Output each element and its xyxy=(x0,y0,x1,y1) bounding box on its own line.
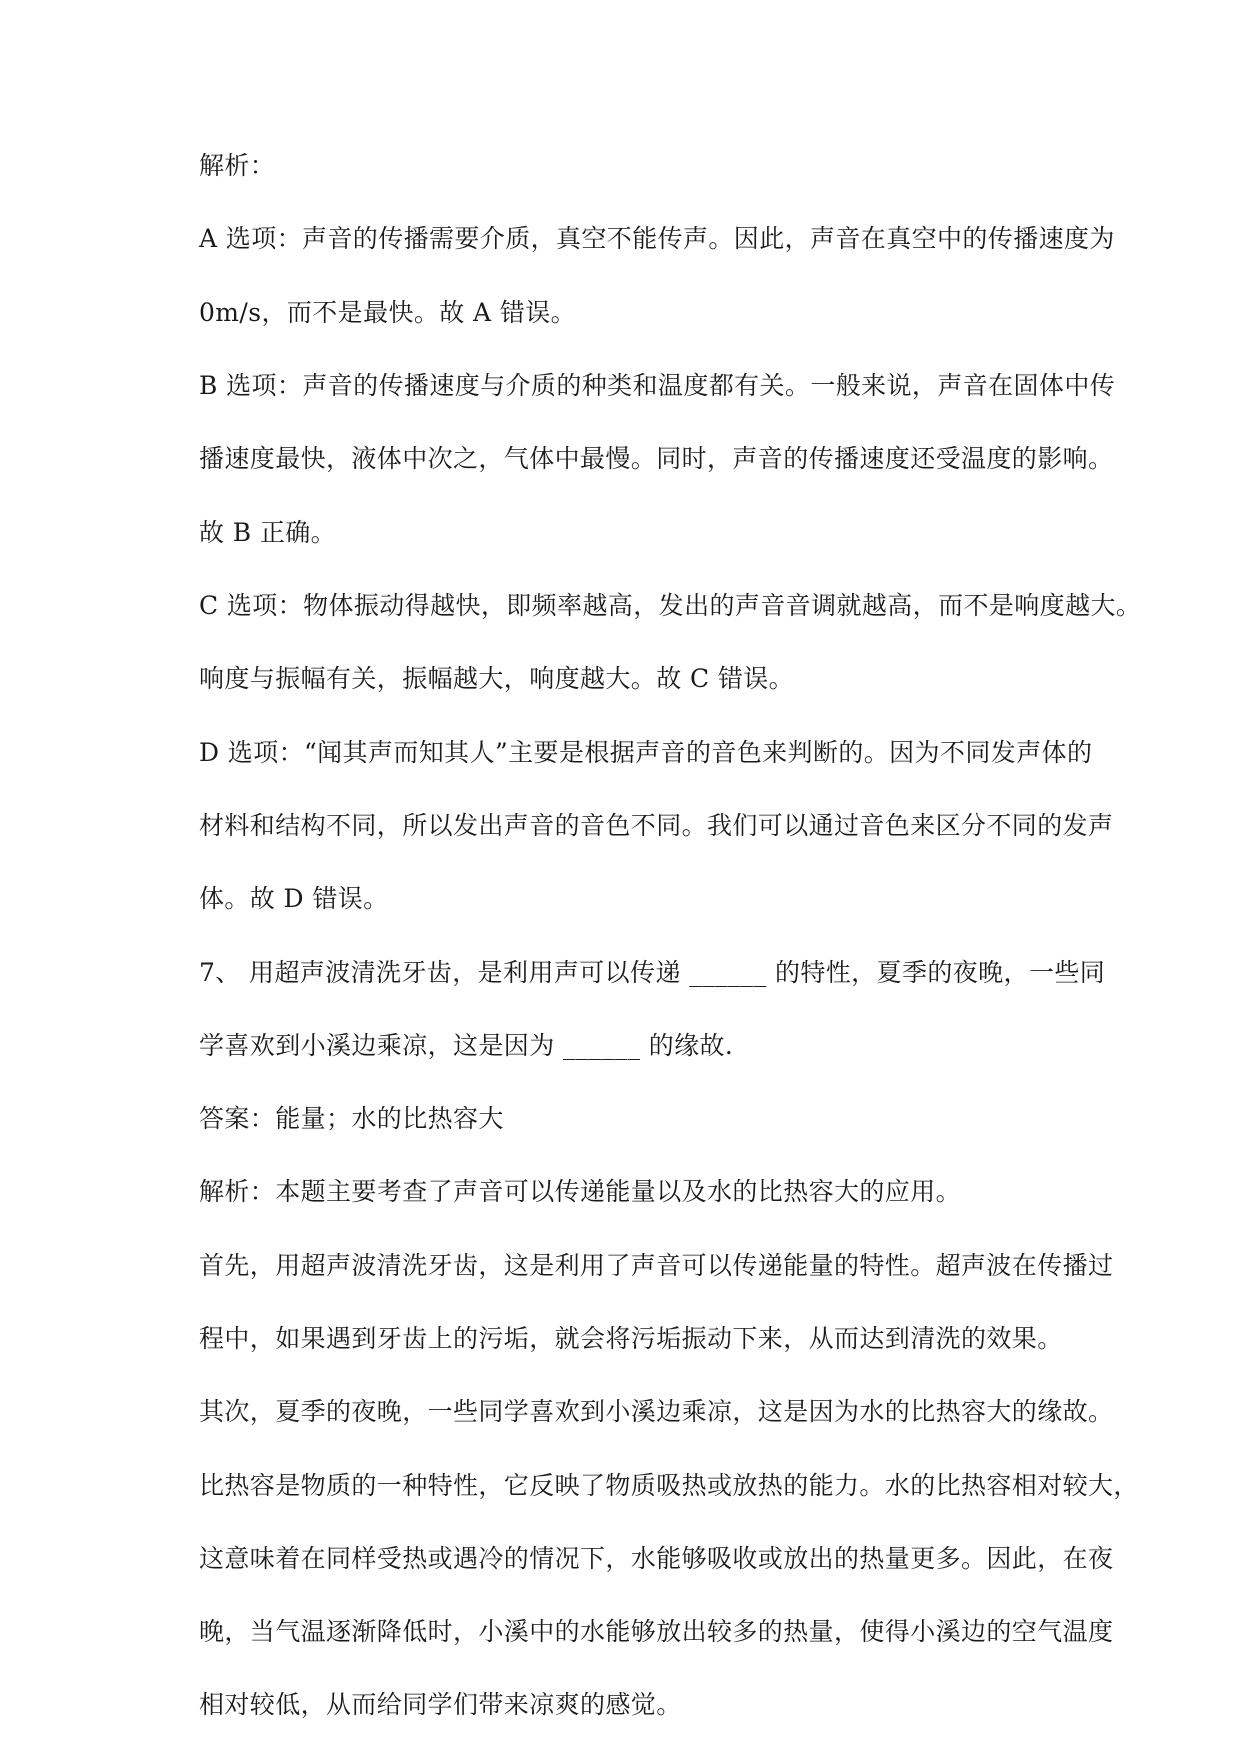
analysis-line-3: 程中，如果遇到牙齿上的污垢，就会将污垢振动下来，从而达到清洗的效果。 xyxy=(199,1324,1063,1353)
answer-line: 答案：能量；水的比热容大 xyxy=(199,1104,504,1133)
analysis-line-6: 这意味着在同样受热或遇冷的情况下，水能够吸收或放出的热量更多。因此，在夜 xyxy=(199,1544,1114,1573)
option-b-line-3: 故 B 正确。 xyxy=(199,518,337,547)
option-c-line-2: 响度与振幅有关，振幅越大，响度越大。故 C 错误。 xyxy=(199,664,795,693)
option-c-line-1: C 选项：物体振动得越快，即频率越高，发出的声音音调就越高，而不是响度越大。 xyxy=(199,591,1142,620)
question-7-line-1: 7、 用超声波清洗牙齿，是利用声可以传递 ______ 的特性，夏季的夜晚，一些同 xyxy=(199,958,1106,987)
analysis-line-1: 解析：本题主要考查了声音可以传递能量以及水的比热容大的应用。 xyxy=(199,1177,962,1206)
option-a-line-1: A 选项：声音的传播需要介质，真空不能传声。因此，声音在真空中的传播速度为 xyxy=(199,224,1115,253)
option-b-line-2: 播速度最快，液体中次之，气体中最慢。同时，声音的传播速度还受温度的影响。 xyxy=(199,444,1114,473)
analysis-line-2: 首先，用超声波清洗牙齿，这是利用了声音可以传递能量的特性。超声波在传播过 xyxy=(199,1251,1114,1280)
option-b-line-1: B 选项：声音的传播速度与介质的种类和温度都有关。一般来说，声音在固体中传 xyxy=(199,371,1116,400)
analysis-line-8: 相对较低，从而给同学们带来凉爽的感觉。 xyxy=(199,1690,682,1719)
question-7-line-2: 学喜欢到小溪边乘凉，这是因为 ______ 的缘故. xyxy=(199,1031,734,1060)
analysis-line-4: 其次，夏季的夜晚，一些同学喜欢到小溪边乘凉，这是因为水的比热容大的缘故。 xyxy=(199,1397,1114,1426)
analysis-heading: 解析： xyxy=(199,151,276,180)
analysis-line-7: 晚，当气温逐渐降低时，小溪中的水能够放出较多的热量，使得小溪边的空气温度 xyxy=(199,1617,1114,1646)
option-a-line-2: 0m/s，而不是最快。故 A 错误。 xyxy=(199,298,577,327)
analysis-line-5: 比热容是物质的一种特性，它反映了物质吸热或放热的能力。水的比热容相对较大， xyxy=(199,1471,1139,1500)
option-d-line-2: 材料和结构不同，所以发出声音的音色不同。我们可以通过音色来区分不同的发声 xyxy=(199,811,1114,840)
option-d-line-3: 体。故 D 错误。 xyxy=(199,884,389,913)
option-d-line-1: D 选项：“闻其声而知其人”主要是根据声音的音色来判断的。因为不同发声体的 xyxy=(199,738,1093,767)
